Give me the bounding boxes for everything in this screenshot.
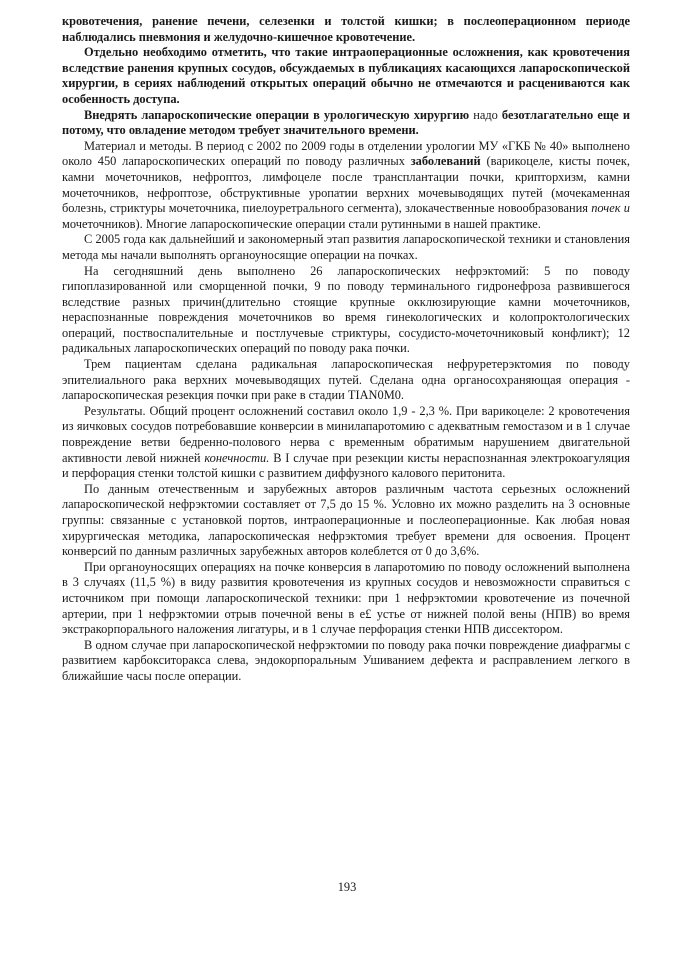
methods-italic: почек и: [591, 201, 630, 216]
paragraph-nephroureterectomy: Трем пациентам сделана радикальная лапароскопическая нефруретерэктомия по поводу эпителиального рака верхних мочевыводящих путей. Сделана одна органосохраняющая операция - лапароскопическая резекция почки при раке в стадии TIAN0M0.: [62, 357, 630, 403]
page-number: 193: [337, 880, 357, 894]
paragraph-2005: С 2005 года как дальнейший и закономерный этап развития лапароскопической техники и становления метода мы начали выполнять органоуносящие операции на почках.: [62, 232, 630, 262]
paragraph-complications-continued: кровотечения, ранение печени, селезенки и толстой кишки; в послеоперационном периоде наблюдались пневмония и желудочно-кишечное кровотечение.: [62, 14, 630, 44]
methods-text-3: мочеточников). Многие лапароскопические операции стали рутинными в нашей практике.: [62, 216, 541, 231]
paragraph-diaphragm: В одном случае при лапароскопической нефрэктомии по поводу рака почки повреждение диафрагмы с развитием карбокситоракса слева, эндокорпоральным Ушиванием дефекта и расправлением легкого в ближайшие часы после операции.: [62, 637, 630, 683]
results-text-1: Результаты. Общий процент осложнений составил около 1,9 - 2,3 %. При варикоцеле: 2 кровотечения из яичковых сосудов потребовавшие конверсии в минилапаротомию с адекватным гемостазом и в 1 случае повреждение ветви бедренно-полового нерва с временным обратимым нарушением двигательной активности левой нижней: [62, 403, 630, 465]
paragraph-literature: По данным отечественным и зарубежных авторов различным частота серьезных осложнений лапароскопической нефрэктомии составляет от 7,5 до 15 %. Условно их можно разделить на 3 основные группы: связанные с установкой портов, интраоперационные и послеоперационные. Как любая новая хирургическая методика, лапароскопическая нефрэктомия требует времени для освоения. Процент конверсий по данным различных зарубежных авторов колеблется от 0 до 3,6%.: [62, 481, 630, 559]
paragraph-nephrectomies: На сегодняшний день выполнено 26 лапароскопических нефрэктомий: 5 по поводу гипоплазированной или сморщенной почки, 9 по поводу терминального гидронефроза развившегося вследствие разных причин(длительно стоящие крупные окклюзирующие камни мочеточников, нераспознанные повреждения мочеточников во время гинекологических и колопроктологических операций, поствоспалительные и постлучевые стриктуры, сосудисто-мочеточниковый конфликт); 12 радикальных лапароскопических операций по поводу рака почки.: [62, 263, 630, 356]
methods-text-2: (варикоцеле, кисты почек, камни мочеточников, нефроптоз, лимфоцеле после трансплантации почки, крипторхизм, камни мочеточников, нефроптозе, обструктивные уропатии верхних мочевыводящих путей (мочекаменная болезнь, стриктуры мочеточника, пиелоуретрального сегмента), злокачественные новообразования: [62, 154, 630, 216]
implementation-bold-1: Внедрять лапароскопические операции в урологическую хирургию: [84, 107, 470, 122]
document-page: [62, 14, 630, 685]
paragraph-materials-methods: [62, 139, 630, 233]
results-italic: конечности.: [204, 450, 270, 465]
implementation-normal: надо: [469, 107, 498, 122]
methods-bold: заболеваний: [410, 154, 481, 169]
paragraph-implementation: [62, 108, 630, 139]
methods-text-1: Материал и методы. В период с 2002 по 2009 годы в отделении урологии МУ «ГКБ № 40» выполнено около 450 лапароскопических операций по поводу различных: [62, 138, 630, 169]
results-text-2: В I случае при резекции кисты нераспознанная электрокоагуляция и перфорация стенки толстой кишки с развитием диффузного калового перитонита.: [62, 450, 631, 481]
implementation-bold-2: безотлагательно еще и потому, что овладение методом требует значительного времени.: [62, 107, 630, 138]
paragraph-conversions: При органоуносящих операциях на почке конверсия в лапаротомию по поводу осложнений выполнена в 3 случаях (11,5 %) в виду развития кровотечения из крупных сосудов и невозможности справиться с источником при помощи лапароскопической техники: при 1 нефрэктомии кровотечение из почечной артерии, при 1 нефрэктомии отрыв почечной вены в е£ устье от нижней полой вены (НПВ) во время экстракорпорального наложения лигатуры, и в 1 случае перфорация стенки НПВ диссектором.: [62, 559, 630, 637]
paragraph-results: [62, 404, 630, 482]
paragraph-intraoperative-note: Отдельно необходимо отметить, что такие интраоперационные осложнения, как кровотечения вследствие ранения крупных сосудов, обсуждаемых в публикациях касающихся лапароскопической хирургии, в сериях наблюдений открытых операций обычно не отмечаются и расцениваются как особенность доступа.: [62, 45, 630, 106]
